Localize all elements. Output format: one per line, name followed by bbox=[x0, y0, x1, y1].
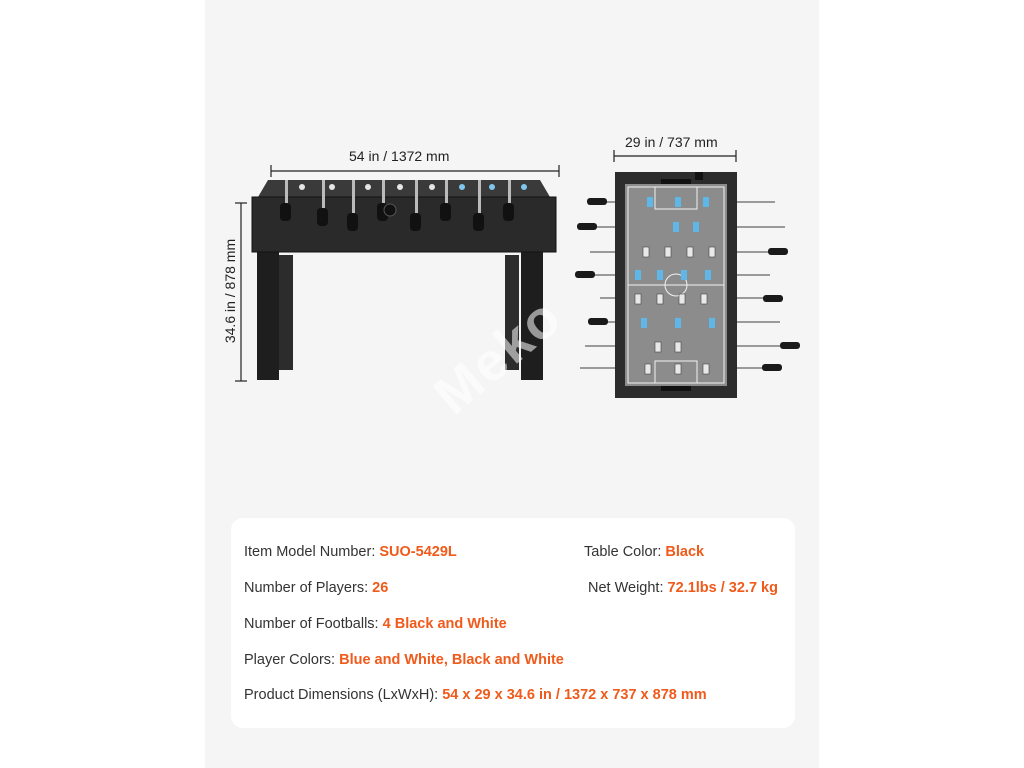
spec-value: 54 x 29 x 34.6 in / 1372 x 737 x 878 mm bbox=[442, 687, 707, 703]
spec-label: Table Color: bbox=[584, 544, 666, 560]
spec-value: 26 bbox=[372, 580, 389, 596]
spec-value: Black bbox=[665, 544, 705, 560]
spec-number-of-footballs bbox=[244, 616, 507, 632]
spec-value: Blue and White, Black and White bbox=[339, 652, 564, 668]
spec-label: Item Model Number: bbox=[244, 544, 380, 560]
top-width-dimension-line bbox=[613, 150, 737, 162]
spec-net-weight bbox=[588, 580, 778, 596]
spec-table-color bbox=[584, 544, 704, 560]
foosball-table-top-view bbox=[575, 170, 805, 400]
spec-value: SUO-5429L bbox=[379, 544, 457, 560]
spec-number-of-players bbox=[244, 580, 388, 596]
front-width-label: 54 in / 1372 mm bbox=[349, 148, 450, 164]
spec-value: 4 Black and White bbox=[382, 616, 507, 632]
watermark: Meko bbox=[422, 286, 574, 426]
spec-label: Net Weight: bbox=[588, 580, 668, 596]
spec-label: Number of Players: bbox=[244, 580, 373, 596]
specifications-card bbox=[231, 518, 795, 728]
spec-label: Number of Footballs: bbox=[244, 616, 383, 632]
spec-value: 72.1lbs / 32.7 kg bbox=[667, 580, 778, 596]
spec-item-model-number bbox=[244, 544, 457, 560]
spec-product-dimensions bbox=[244, 687, 707, 703]
top-width-label: 29 in / 737 mm bbox=[625, 134, 718, 150]
spec-label: Product Dimensions (LxWxH): bbox=[244, 687, 443, 703]
front-height-label: 34.6 in / 878 mm bbox=[222, 238, 238, 344]
foosball-table-front-view bbox=[240, 175, 570, 390]
spec-label: Player Colors: bbox=[244, 652, 340, 668]
spec-player-colors bbox=[244, 652, 564, 668]
